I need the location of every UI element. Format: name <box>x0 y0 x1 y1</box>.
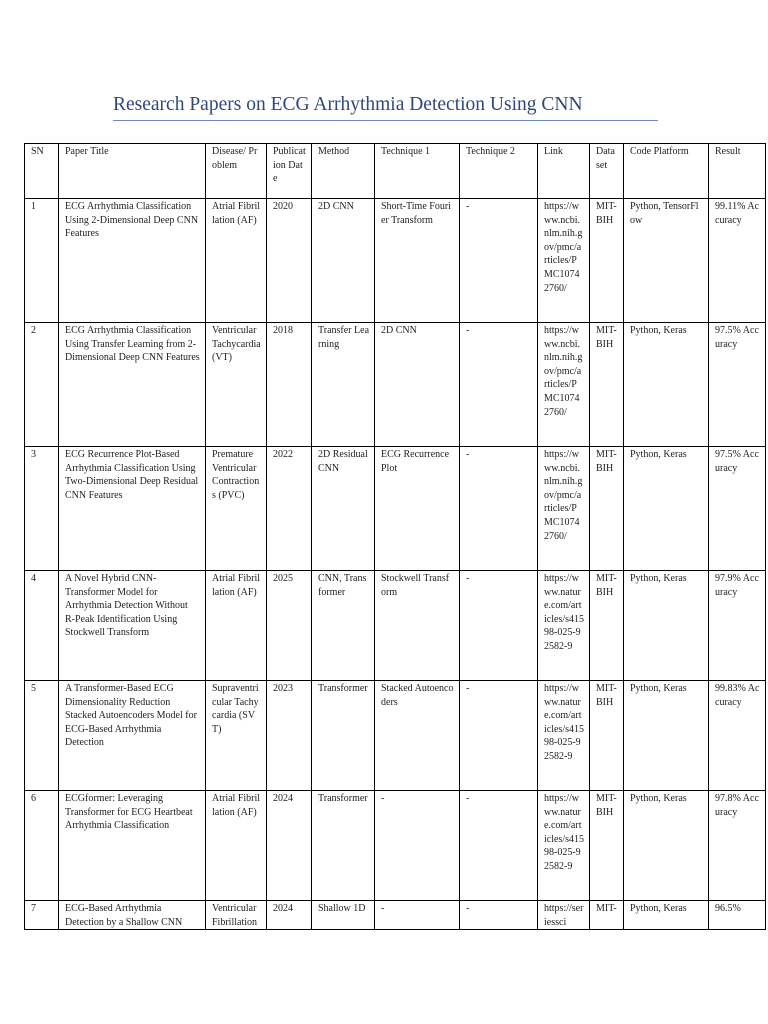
cell-paper-title: ECG Arrhythmia Classification Using Transfer Learning from 2-Dimensional Deep CNN Features <box>59 323 206 447</box>
cell-technique1: Stockwell Transform <box>375 571 460 681</box>
cell-sn: 4 <box>25 571 59 681</box>
col-header-sn: SN <box>25 144 59 199</box>
cell-dataset: MIT-BIH <box>590 323 624 447</box>
cell-method: 2D CNN <box>312 199 375 323</box>
cell-platform: Python, TensorFlow <box>624 199 709 323</box>
cell-method: Transformer <box>312 791 375 901</box>
cell-technique2: - <box>460 323 538 447</box>
cell-dataset: MIT-BIH <box>590 681 624 791</box>
cell-sn: 1 <box>25 199 59 323</box>
cell-disease: Supraventricular Tachycardia (SVT) <box>206 681 267 791</box>
cell-result: 97.5% Accuracy <box>709 447 766 571</box>
cell-disease: Atrial Fibrillation (AF) <box>206 571 267 681</box>
col-header-technique2: Technique 2 <box>460 144 538 199</box>
cell-platform: Python, Keras <box>624 901 709 930</box>
papers-table <box>24 143 766 930</box>
cell-platform: Python, Keras <box>624 447 709 571</box>
cell-technique1: - <box>375 791 460 901</box>
cell-date: 2020 <box>267 199 312 323</box>
cell-platform: Python, Keras <box>624 571 709 681</box>
cell-technique1: Short-Time Fourier Transform <box>375 199 460 323</box>
cell-technique2: - <box>460 901 538 930</box>
cell-dataset: MIT-BIH <box>590 791 624 901</box>
cell-platform: Python, Keras <box>624 791 709 901</box>
cell-technique1: ECG Recurrence Plot <box>375 447 460 571</box>
cell-link[interactable]: https://www.ncbi.nlm.nih.gov/pmc/articles/PMC10742760/ <box>538 447 590 571</box>
cell-disease: Ventricular Tachycardia (VT) <box>206 323 267 447</box>
cell-paper-title: ECG-Based Arrhythmia Detection by a Shallow CNN <box>59 901 206 930</box>
cell-sn: 7 <box>25 901 59 930</box>
cell-link[interactable]: https://www.nature.com/articles/s41598-025-92582-9 <box>538 681 590 791</box>
cell-sn: 3 <box>25 447 59 571</box>
cell-link[interactable]: https://www.ncbi.nlm.nih.gov/pmc/articles/PMC10742760/ <box>538 323 590 447</box>
cell-sn: 6 <box>25 791 59 901</box>
cell-disease: Premature Ventricular Contractions (PVC) <box>206 447 267 571</box>
cell-method: Transformer <box>312 681 375 791</box>
cell-result: 99.11% Accuracy <box>709 199 766 323</box>
cell-platform: Python, Keras <box>624 323 709 447</box>
cell-link[interactable]: https://seriessci <box>538 901 590 930</box>
document-title: Research Papers on ECG Arrhythmia Detection Using CNN <box>113 92 658 121</box>
col-header-dataset: Dataset <box>590 144 624 199</box>
col-header-result: Result <box>709 144 766 199</box>
cell-result: 97.9% Accuracy <box>709 571 766 681</box>
col-header-date: Publication Date <box>267 144 312 199</box>
cell-method: Transfer Learning <box>312 323 375 447</box>
cell-dataset: MIT-BIH <box>590 571 624 681</box>
col-header-technique1: Technique 1 <box>375 144 460 199</box>
cell-paper-title: A Novel Hybrid CNN-Transformer Model for Arrhythmia Detection Without R-Peak Identification Using Stockwell Transform <box>59 571 206 681</box>
cell-technique2: - <box>460 681 538 791</box>
cell-method: Shallow 1D <box>312 901 375 930</box>
cell-link[interactable]: https://www.nature.com/articles/s41598-025-92582-9 <box>538 791 590 901</box>
cell-link[interactable]: https://www.ncbi.nlm.nih.gov/pmc/articles/PMC10742760/ <box>538 199 590 323</box>
cell-technique2: - <box>460 199 538 323</box>
col-header-platform: Code Platform <box>624 144 709 199</box>
col-header-method: Method <box>312 144 375 199</box>
cell-dataset: MIT- <box>590 901 624 930</box>
cell-date: 2024 <box>267 901 312 930</box>
table-row <box>25 447 766 571</box>
cell-date: 2025 <box>267 571 312 681</box>
cell-date: 2018 <box>267 323 312 447</box>
cell-result: 97.8% Accuracy <box>709 791 766 901</box>
cell-disease: Atrial Fibrillation (AF) <box>206 791 267 901</box>
cell-technique2: - <box>460 447 538 571</box>
cell-link[interactable]: https://www.nature.com/articles/s41598-025-92582-9 <box>538 571 590 681</box>
cell-paper-title: ECGformer: Leveraging Transformer for ECG Heartbeat Arrhythmia Classification <box>59 791 206 901</box>
table-row <box>25 791 766 901</box>
col-header-disease: Disease/ Problem <box>206 144 267 199</box>
table-row <box>25 681 766 791</box>
cell-disease: Atrial Fibrillation (AF) <box>206 199 267 323</box>
cell-result: 96.5% <box>709 901 766 930</box>
table-row <box>25 901 766 930</box>
cell-method: CNN, Transformer <box>312 571 375 681</box>
table-row <box>25 199 766 323</box>
cell-disease: Ventricular Fibrillation <box>206 901 267 930</box>
cell-date: 2022 <box>267 447 312 571</box>
cell-paper-title: ECG Arrhythmia Classification Using 2-Dimensional Deep CNN Features <box>59 199 206 323</box>
cell-date: 2023 <box>267 681 312 791</box>
cell-method: 2D Residual CNN <box>312 447 375 571</box>
table-row <box>25 571 766 681</box>
col-header-link: Link <box>538 144 590 199</box>
cell-date: 2024 <box>267 791 312 901</box>
header-row <box>25 144 766 199</box>
cell-technique1: - <box>375 901 460 930</box>
cell-result: 99.83% Accuracy <box>709 681 766 791</box>
cell-platform: Python, Keras <box>624 681 709 791</box>
cell-sn: 2 <box>25 323 59 447</box>
cell-sn: 5 <box>25 681 59 791</box>
cell-result: 97.5% Accuracy <box>709 323 766 447</box>
cell-dataset: MIT-BIH <box>590 447 624 571</box>
cell-technique2: - <box>460 571 538 681</box>
col-header-paper-title: Paper Title <box>59 144 206 199</box>
cell-technique1: Stacked Autoencoders <box>375 681 460 791</box>
table-row <box>25 323 766 447</box>
cell-dataset: MIT-BIH <box>590 199 624 323</box>
cell-paper-title: ECG Recurrence Plot-Based Arrhythmia Classification Using Two-Dimensional Deep Residual CNN Features <box>59 447 206 571</box>
cell-technique1: 2D CNN <box>375 323 460 447</box>
cell-technique2: - <box>460 791 538 901</box>
cell-paper-title: A Transformer-Based ECG Dimensionality Reduction Stacked Autoencoders Model for ECG-Based Arrhythmia Detection <box>59 681 206 791</box>
